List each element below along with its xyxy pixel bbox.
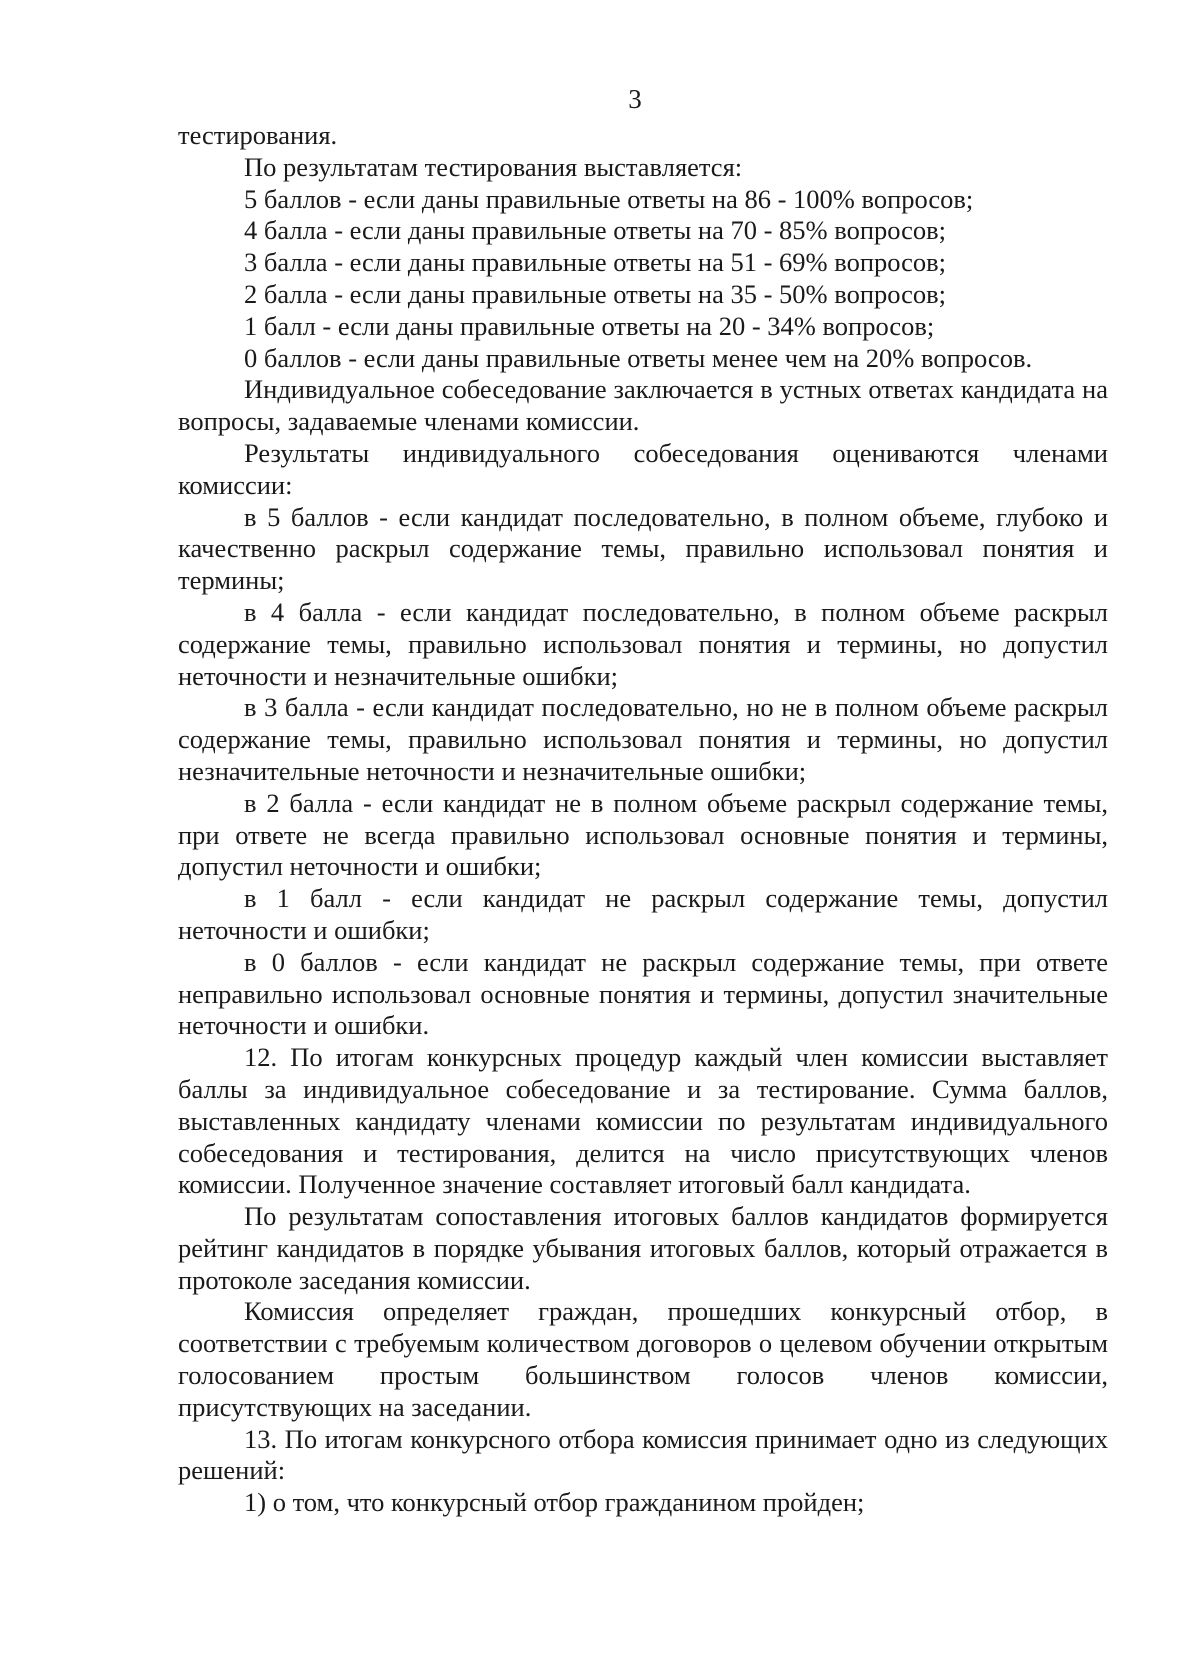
paragraph: 5 баллов - если даны правильные ответы на 86 - 100% вопросов; bbox=[244, 183, 974, 214]
paragraph: в 1 балл - если кандидат не раскрыл содержание темы, допустил неточности и ошибки; bbox=[178, 883, 1108, 945]
paragraph: 4 балла - если даны правильные ответы на 70 - 85% вопросов; bbox=[244, 215, 947, 246]
paragraph: 2 балла - если даны правильные ответы на 35 - 50% вопросов; bbox=[244, 278, 947, 309]
paragraph: 3 балла - если даны правильные ответы на 51 - 69% вопросов; bbox=[244, 247, 947, 278]
paragraph: 1 балл - если даны правильные ответы на 20 - 34% вопросов; bbox=[244, 310, 935, 341]
paragraph: в 5 баллов - если кандидат последовательно, в полном объеме, глубоко и качественно раскрыл содержание темы, правильно использовал понятия и термины; bbox=[178, 501, 1108, 596]
paragraph: 1) о том, что конкурсный отбор гражданином пройден; bbox=[244, 1487, 865, 1518]
document-body bbox=[178, 120, 1108, 1519]
paragraph: в 3 балла - если кандидат последовательно, но не в полном объеме раскрыл содержание темы, правильно использовал понятия и термины, но допустил незначительные неточности и незначительные ошибки; bbox=[178, 692, 1108, 786]
paragraph: По результатам сопоставления итоговых баллов кандидатов формируется рейтинг кандидатов в порядке убывания итоговых баллов, который отражается в протоколе заседания комиссии. bbox=[178, 1201, 1108, 1295]
paragraph: в 4 балла - если кандидат последовательно, в полном объеме раскрыл содержание темы, правильно использовал понятия и термины, но допустил неточности и незначительные ошибки; bbox=[178, 596, 1108, 691]
paragraph: тестирования. bbox=[178, 120, 338, 150]
paragraph: 12. По итогам конкурсных процедур каждый член комиссии выставляет баллы за индивидуальное собеседование и за тестирование. Сумма баллов, выставленных кандидату членами комиссии по результатам индивидуального собеседования и тестирования, делится на число присутствующих членов комиссии. Полученное значение составляет итоговый балл кандидата. bbox=[178, 1042, 1108, 1200]
paragraph: 0 баллов - если даны правильные ответы менее чем на 20% вопросов. bbox=[244, 342, 1033, 373]
paragraph: в 0 баллов - если кандидат не раскрыл содержание темы, при ответе неправильно использовал основные понятия и термины, допустил значительные неточности и ошибки. bbox=[178, 946, 1108, 1041]
page-number: 3 bbox=[628, 84, 642, 114]
paragraph: в 2 балла - если кандидат не в полном объеме раскрыл содержание темы, при ответе не всегда правильно использовал основные понятия и термины, допустил неточности и ошибки; bbox=[178, 787, 1108, 882]
paragraph: Индивидуальное собеседование заключается в устных ответах кандидата на вопросы, задаваемые членами комиссии. bbox=[178, 374, 1108, 437]
paragraph: Результаты индивидуального собеседования оцениваются членами комиссии: bbox=[178, 437, 1108, 500]
paragraph: По результатам тестирования выставляется: bbox=[244, 151, 743, 182]
paragraph: Комиссия определяет граждан, прошедших конкурсный отбор, в соответствии с требуемым количеством договоров о целевом обучении открытым голосованием простым большинством голосов членов комиссии, присутствующих на заседании. bbox=[178, 1296, 1108, 1422]
paragraph: 13. По итогам конкурсного отбора комиссия принимает одно из следующих решений: bbox=[178, 1423, 1108, 1486]
